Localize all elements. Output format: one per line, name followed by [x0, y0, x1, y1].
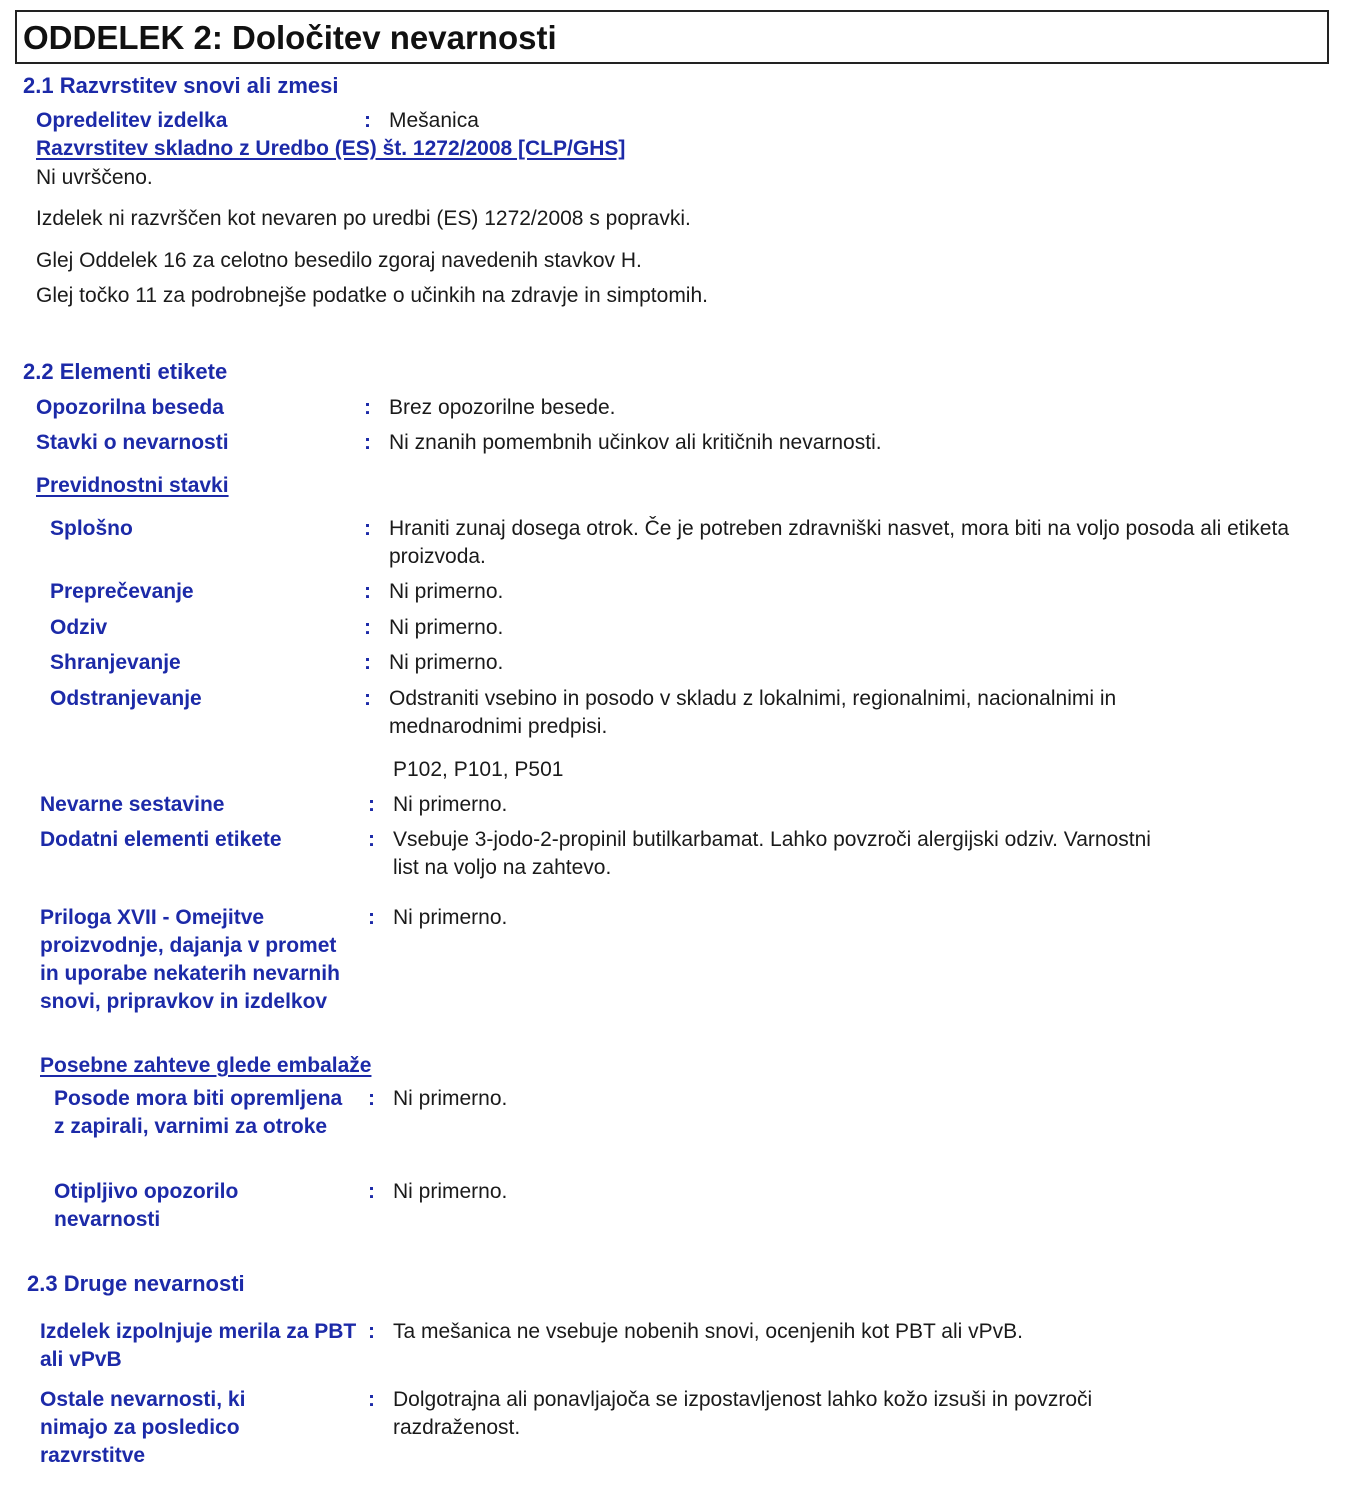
colon: :	[364, 109, 371, 132]
label-annex-xvii: Priloga XVII - Omejitve proizvodnje, dajanja v promet in uporabe nekaterih nevarnih snovi, pripravkov in izdelkov	[40, 906, 340, 1013]
heading-2-3: 2.3 Druge nevarnosti	[27, 1271, 245, 1296]
heading-2-2: 2.2 Elementi etikete	[23, 359, 228, 384]
colon: :	[364, 431, 371, 454]
colon: :	[368, 1320, 375, 1343]
label-hazardous-ingredients: Nevarne sestavine	[40, 793, 225, 816]
clp-classification-link[interactable]: Razvrstitev skladno z Uredbo (ES) št. 1272/2008 [CLP/GHS]	[36, 137, 626, 160]
colon: :	[364, 651, 371, 674]
label-response: Odziv	[50, 616, 108, 639]
colon: :	[368, 828, 375, 851]
label-child-resistant: Posode mora biti opremljena z zapirali, varnimi za otroke	[54, 1087, 343, 1138]
label-disposal: Odstranjevanje	[50, 687, 202, 710]
value-signal-word: Brez opozorilne besede.	[389, 396, 616, 419]
precautionary-statements-link[interactable]: Previdnostni stavki	[36, 474, 229, 497]
colon: :	[368, 906, 375, 929]
colon: :	[368, 1388, 375, 1411]
colon: :	[368, 1180, 375, 1203]
label-signal-word: Opozorilna beseda	[36, 396, 224, 419]
label-tactile-warning: Otipljivo opozorilo nevarnosti	[54, 1180, 239, 1231]
value-tactile-warning: Ni primerno.	[393, 1180, 508, 1203]
colon: :	[364, 517, 371, 540]
value-pbt-vpvb: Ta mešanica ne vsebuje nobenih snovi, ocenjenih kot PBT ali vPvB.	[393, 1320, 1023, 1343]
label-hazard-statements: Stavki o nevarnosti	[36, 431, 229, 454]
label-prevention: Preprečevanje	[50, 580, 194, 603]
label-other-hazards: Ostale nevarnosti, ki nimajo za posledico razvrstitve	[40, 1388, 246, 1467]
label-storage: Shranjevanje	[50, 651, 181, 674]
value-general: Hraniti zunaj dosega otrok. Če je potreben zdravniški nasvet, mora biti na voljo posoda ali etiketa proizvoda.	[389, 517, 1289, 568]
colon: :	[364, 396, 371, 419]
colon: :	[368, 1087, 375, 1110]
value-child-resistant: Ni primerno.	[393, 1087, 508, 1110]
value-other-hazards: Dolgotrajna ali ponavljajoča se izpostavljenost lahko kožo izsuši in povzroči razdraženost.	[393, 1388, 1093, 1439]
value-hazardous-ingredients: Ni primerno.	[393, 793, 508, 816]
label-product-definition: Opredelitev izdelka	[36, 109, 228, 132]
paragraph-section-16: Glej Oddelek 16 za celotno besedilo zgoraj navedenih stavkov H.	[36, 249, 642, 272]
label-additional-elements: Dodatni elementi etikete	[40, 828, 282, 851]
paragraph-classification: Izdelek ni razvrščen kot nevaren po uredbi (ES) 1272/2008 s popravki.	[36, 207, 691, 230]
value-product-definition: Mešanica	[389, 109, 479, 132]
precautionary-codes: P102, P101, P501	[393, 758, 564, 781]
heading-2-1: 2.1 Razvrstitev snovi ali zmesi	[23, 73, 339, 98]
section-title: ODDELEK 2: Določitev nevarnosti	[23, 19, 557, 56]
value-hazard-statements: Ni znanih pomembnih učinkov ali kritičnih nevarnosti.	[389, 431, 882, 454]
section-title-box	[15, 10, 1329, 64]
paragraph-section-11: Glej točko 11 za podrobnejše podatke o učinkih na zdravje in simptomih.	[36, 284, 708, 307]
colon: :	[364, 687, 371, 710]
value-disposal: Odstraniti vsebino in posodo v skladu z lokalnimi, regionalnimi, nacionalnimi in mednarodnimi predpisi.	[389, 687, 1117, 738]
label-general: Splošno	[50, 517, 133, 540]
value-additional-elements: Vsebuje 3-jodo-2-propinil butilkarbamat. Lahko povzroči alergijski odziv. Varnostni list na voljo na zahtevo.	[393, 828, 1151, 879]
value-response: Ni primerno.	[389, 616, 504, 639]
value-annex-xvii: Ni primerno.	[393, 906, 508, 929]
colon: :	[368, 793, 375, 816]
colon: :	[364, 580, 371, 603]
not-classified-text: Ni uvrščeno.	[36, 166, 153, 189]
label-pbt-vpvb: Izdelek izpolnjuje merila za PBT ali vPvB	[40, 1320, 357, 1371]
packaging-requirements-link[interactable]: Posebne zahteve glede embalaže	[40, 1054, 372, 1077]
value-storage: Ni primerno.	[389, 651, 504, 674]
colon: :	[364, 616, 371, 639]
value-prevention: Ni primerno.	[389, 580, 504, 603]
